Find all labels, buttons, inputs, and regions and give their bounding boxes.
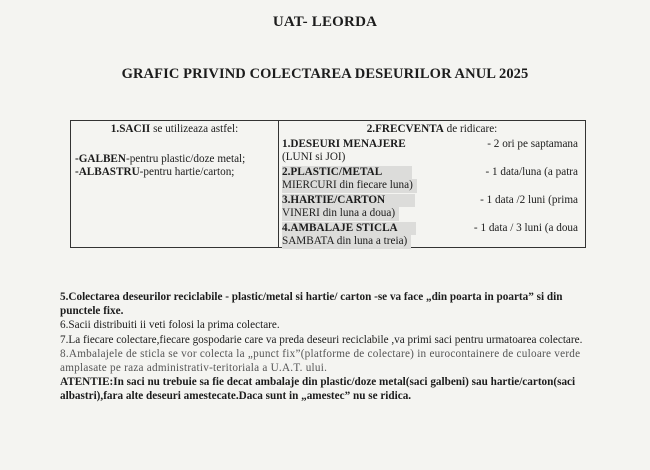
frequency-column: [279, 121, 585, 247]
note-5: [60, 290, 585, 318]
frequency-schedule: - 1 data /2 luni (prima: [480, 193, 578, 206]
frequency-detail: (LUNI si JOI): [282, 151, 346, 163]
bags-heading-bold: 1.SACII: [110, 123, 151, 135]
bag-color: -ALBASTRU: [75, 166, 140, 178]
waste-type: 4.AMBALAJE STICLA: [282, 222, 416, 236]
bag-item-yellow: [75, 153, 274, 167]
bag-color: -GALBEN: [75, 152, 126, 165]
bags-column: [71, 121, 279, 247]
frequency-schedule: - 1 data / 3 luni (a doua: [473, 221, 578, 234]
frequency-detail: VINERI din luna a doua): [282, 207, 399, 221]
bag-use: -pentru hartie/carton;: [139, 166, 235, 178]
waste-type: 3.HARTIE/CARTON: [282, 194, 415, 208]
organization-title: UAT- LEORDA: [272, 14, 378, 30]
bag-use: -pentru plastic/doze metal;: [125, 152, 246, 165]
note-7: 7.La fiecare colectare,fiecare gospodarie care va preda deseuri reciclabile ,va primi saci pentru urmatoarea colectare.: [60, 333, 583, 346]
frequency-detail: SAMBATA din luna a treia): [282, 235, 411, 249]
bag-list: [75, 153, 274, 180]
frequency-schedule: - 2 ori pe saptamana: [487, 137, 578, 150]
frequency-item: [282, 138, 582, 165]
notes-section: [60, 290, 585, 404]
note-8: 8.Ambalajele de sticla se vor colecta la „punct fix”(platforme de colectare) in eurocontainere de culoare verde amplasate pe raza administrativ-teritoriala a U.A.T. ului.: [60, 347, 581, 375]
note-6: 6.Sacii distribuiti ii veti folosi la prima colectare.: [60, 319, 280, 332]
frequency-schedule: - 1 data/luna (a patra: [485, 165, 578, 178]
waste-type: 2.PLASTIC/METAL: [282, 166, 412, 180]
bags-heading-rest: se utilizeaza astfel:: [150, 123, 239, 135]
attention-note: [60, 375, 585, 403]
frequency-heading-rest: de ridicare:: [443, 123, 498, 135]
frequency-item: [282, 194, 582, 221]
bags-heading: [75, 123, 274, 137]
frequency-heading-bold: 2.FRECVENTA: [366, 123, 444, 135]
waste-type: 1.DESEURI MENAJERE: [282, 137, 406, 150]
frequency-detail: MIERCURI din fiecare luna): [282, 179, 417, 193]
note-5-text: 5.Colectarea deseurilor reciclabile - plastic/metal si hartie/ carton -se va face „din poarta in poarta” si din punctele fixe.: [60, 291, 563, 318]
info-table: [70, 120, 586, 248]
frequency-heading: [282, 123, 582, 137]
document-title: GRAFIC PRIVIND COLECTAREA DESEURILOR ANUL 2025: [121, 66, 529, 82]
frequency-item: [282, 222, 582, 249]
bag-item-blue: [75, 166, 274, 180]
frequency-item: [282, 166, 582, 193]
attention-text: ATENTIE:In saci nu trebuie sa fie decat ambalaje din plastic/doze metal(saci galbeni) sau hartie/carton(saci albastri),fara alte deseuri amestecate.Daca sunt in „amestec” nu se ridica.: [60, 376, 576, 403]
